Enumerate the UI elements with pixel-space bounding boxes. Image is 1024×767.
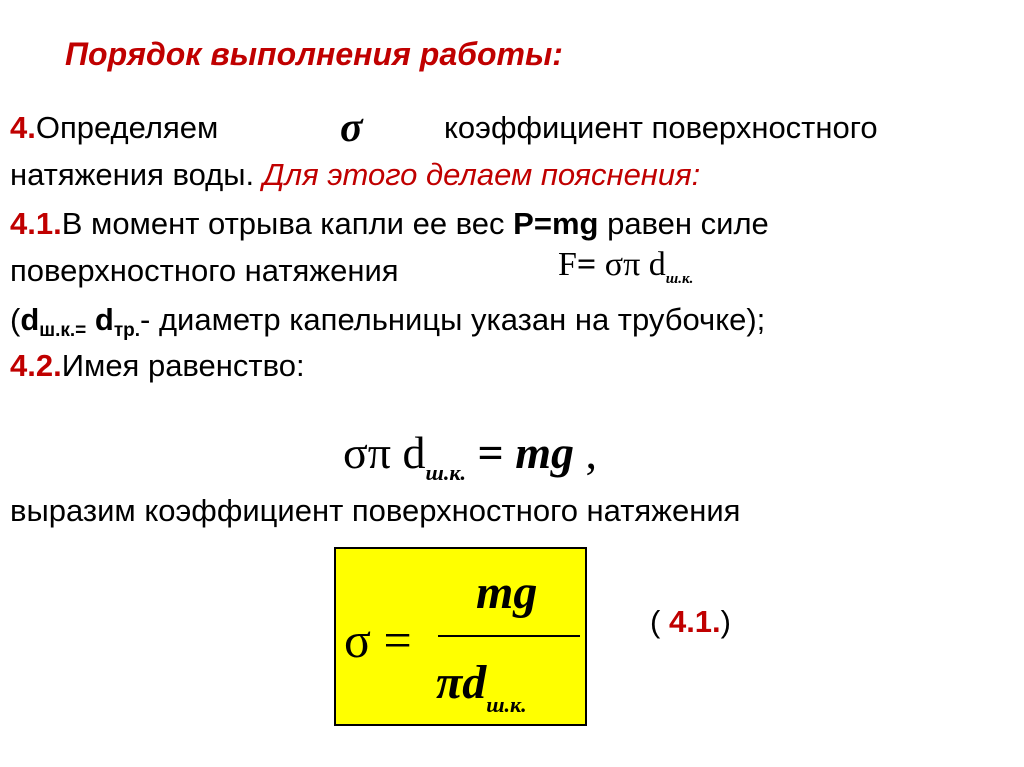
d-shk-subscript: ш.к.=: [39, 320, 87, 341]
d-tr-subscript: тр.: [113, 320, 141, 341]
force-symbol: F: [558, 246, 577, 283]
step4-number: 4.: [10, 110, 36, 145]
result-formula-box: [334, 547, 587, 726]
sigma-symbol: σ: [340, 105, 363, 151]
result-sigma: σ =: [344, 612, 412, 668]
diameter-note: [10, 304, 765, 340]
force-equals: =: [576, 246, 597, 283]
equality-right: mg: [515, 427, 575, 478]
diameter-text: - диаметр капельницы указан на трубочке);: [140, 302, 766, 337]
paren-open: (: [10, 302, 21, 337]
step41-text-c: поверхностного натяжения: [10, 253, 399, 288]
step4-note: Для этого делаем пояснения:: [262, 157, 701, 192]
fraction-bar: [438, 635, 580, 637]
equality-sign: =: [466, 427, 516, 478]
pmg-formula: P=mg: [513, 206, 599, 241]
equality-comma: ,: [574, 427, 598, 478]
step41-text-a: В момент отрыва капли ее вес: [61, 206, 505, 241]
result-denominator-subscript: ш.к.: [486, 692, 527, 717]
step42-text: Имея равенство:: [61, 348, 305, 383]
equation-label-close: ): [720, 604, 731, 639]
step41-line1: [10, 208, 769, 239]
express-text: выразим коэффициент поверхностного натяжения: [10, 493, 741, 528]
result-denominator: [436, 655, 527, 718]
d-shk: d: [20, 302, 40, 337]
equation-label: [650, 604, 731, 640]
slide-title: Порядок выполнения работы:: [65, 36, 563, 72]
result-numerator: mg: [476, 566, 538, 619]
step4-text-a: Определяем: [35, 110, 219, 145]
d-tr: d: [94, 302, 114, 337]
step42-line: [10, 350, 305, 381]
force-subscript: ш.к.: [665, 271, 694, 287]
equality-formula: [343, 426, 597, 486]
equation-label-number: 4.1.: [668, 604, 721, 639]
force-formula: [558, 246, 693, 288]
equality-subscript: ш.к.: [425, 460, 467, 485]
step4-line1: [10, 112, 218, 143]
result-denominator-main: πd: [436, 656, 487, 709]
step41-number: 4.1.: [10, 206, 62, 241]
step4-text-b: коэффициент поверхностного: [444, 110, 878, 145]
equation-label-open: (: [650, 604, 661, 639]
step4-line2: [10, 159, 700, 190]
equality-left: σπ d: [343, 427, 426, 478]
step41-text-b: равен силе: [607, 206, 769, 241]
step4-text-c: натяжения воды.: [10, 157, 255, 192]
step42-number: 4.2.: [10, 348, 62, 383]
force-body: σπ d: [604, 246, 666, 283]
